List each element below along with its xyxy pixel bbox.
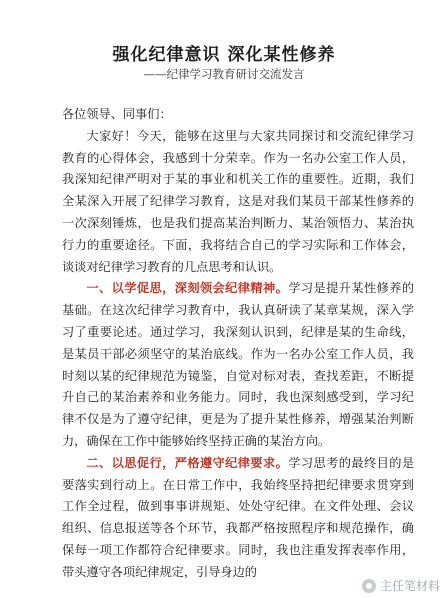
section-2-tail: 也注重发挥表率作用，带头遵守各项纪律规定，引导身边的 [62, 542, 415, 579]
section-1-heading: 一、以学促思，深刻领会纪律精神。 [86, 281, 289, 296]
watermark-text: 主任笔材料 [379, 579, 440, 593]
document-subtitle: ——纪律学习教育研讨交流发言 [143, 67, 305, 81]
paragraph-section-2 [62, 453, 414, 584]
paragraph-intro: 大家好！今天，能够在这里与大家共同探讨和交流纪律学习教育的心得体会，我感到十分荣幸。作为一名办公室工作人员，我深知纪律严明对于某的事业和机关工作的重要性。近期，我们全某深入开展了纪律学习教育，这是对我们某员干部某性修养的一次深刻锤炼，也是我们提高某治判断力、某治领悟力、某治执行力的重要途径。下面，我将结合自己的学习实际和工作体会，谈谈对纪律学习教育的几点思考和认识。 [62, 128, 414, 274]
section-2-body: 学习思考的最终目的是要落实到行动上。在日常工作中，我始终坚持把纪律要求贯穿到工作全过程，做到事事讲规矩、处处守纪律。在文件处理、会议组织、信息报送等各个环节，我都严格按照程序和规范操作，确保每一项工作都符合纪律要求。同时，我 [62, 455, 415, 557]
document-title: 强化纪律意识 深化某性修养 [112, 45, 336, 65]
paragraph-section-1 [62, 278, 414, 452]
watermark [362, 577, 440, 594]
section-2-heading: 二、以思促行，严格遵守纪律要求。 [86, 455, 289, 470]
watermark-logo-icon [362, 579, 376, 593]
section-1-body: 学习是提升某性修养的基础。在这次纪律学习教育中，我认真研读了某章某规，深入学习了重要论述。通过学习，我深刻认识到，纪律是某的生命线，是某员干部必须坚守的某治底线。作为一名办公室工作人员，我时刻以某的纪律规范为镜鉴，自觉对标对表，查找差距，不断提升自己的某治素养和业务能力。同时，我也深刻感受到，学习纪律不仅是为了遵守纪律，更是为了提升某性修养，增强某治判断力，确保在工作中能够始终坚持正确的某治方向。 [62, 281, 415, 448]
salutation: 各位领导、同事们： [62, 107, 172, 121]
document-body [62, 104, 414, 584]
